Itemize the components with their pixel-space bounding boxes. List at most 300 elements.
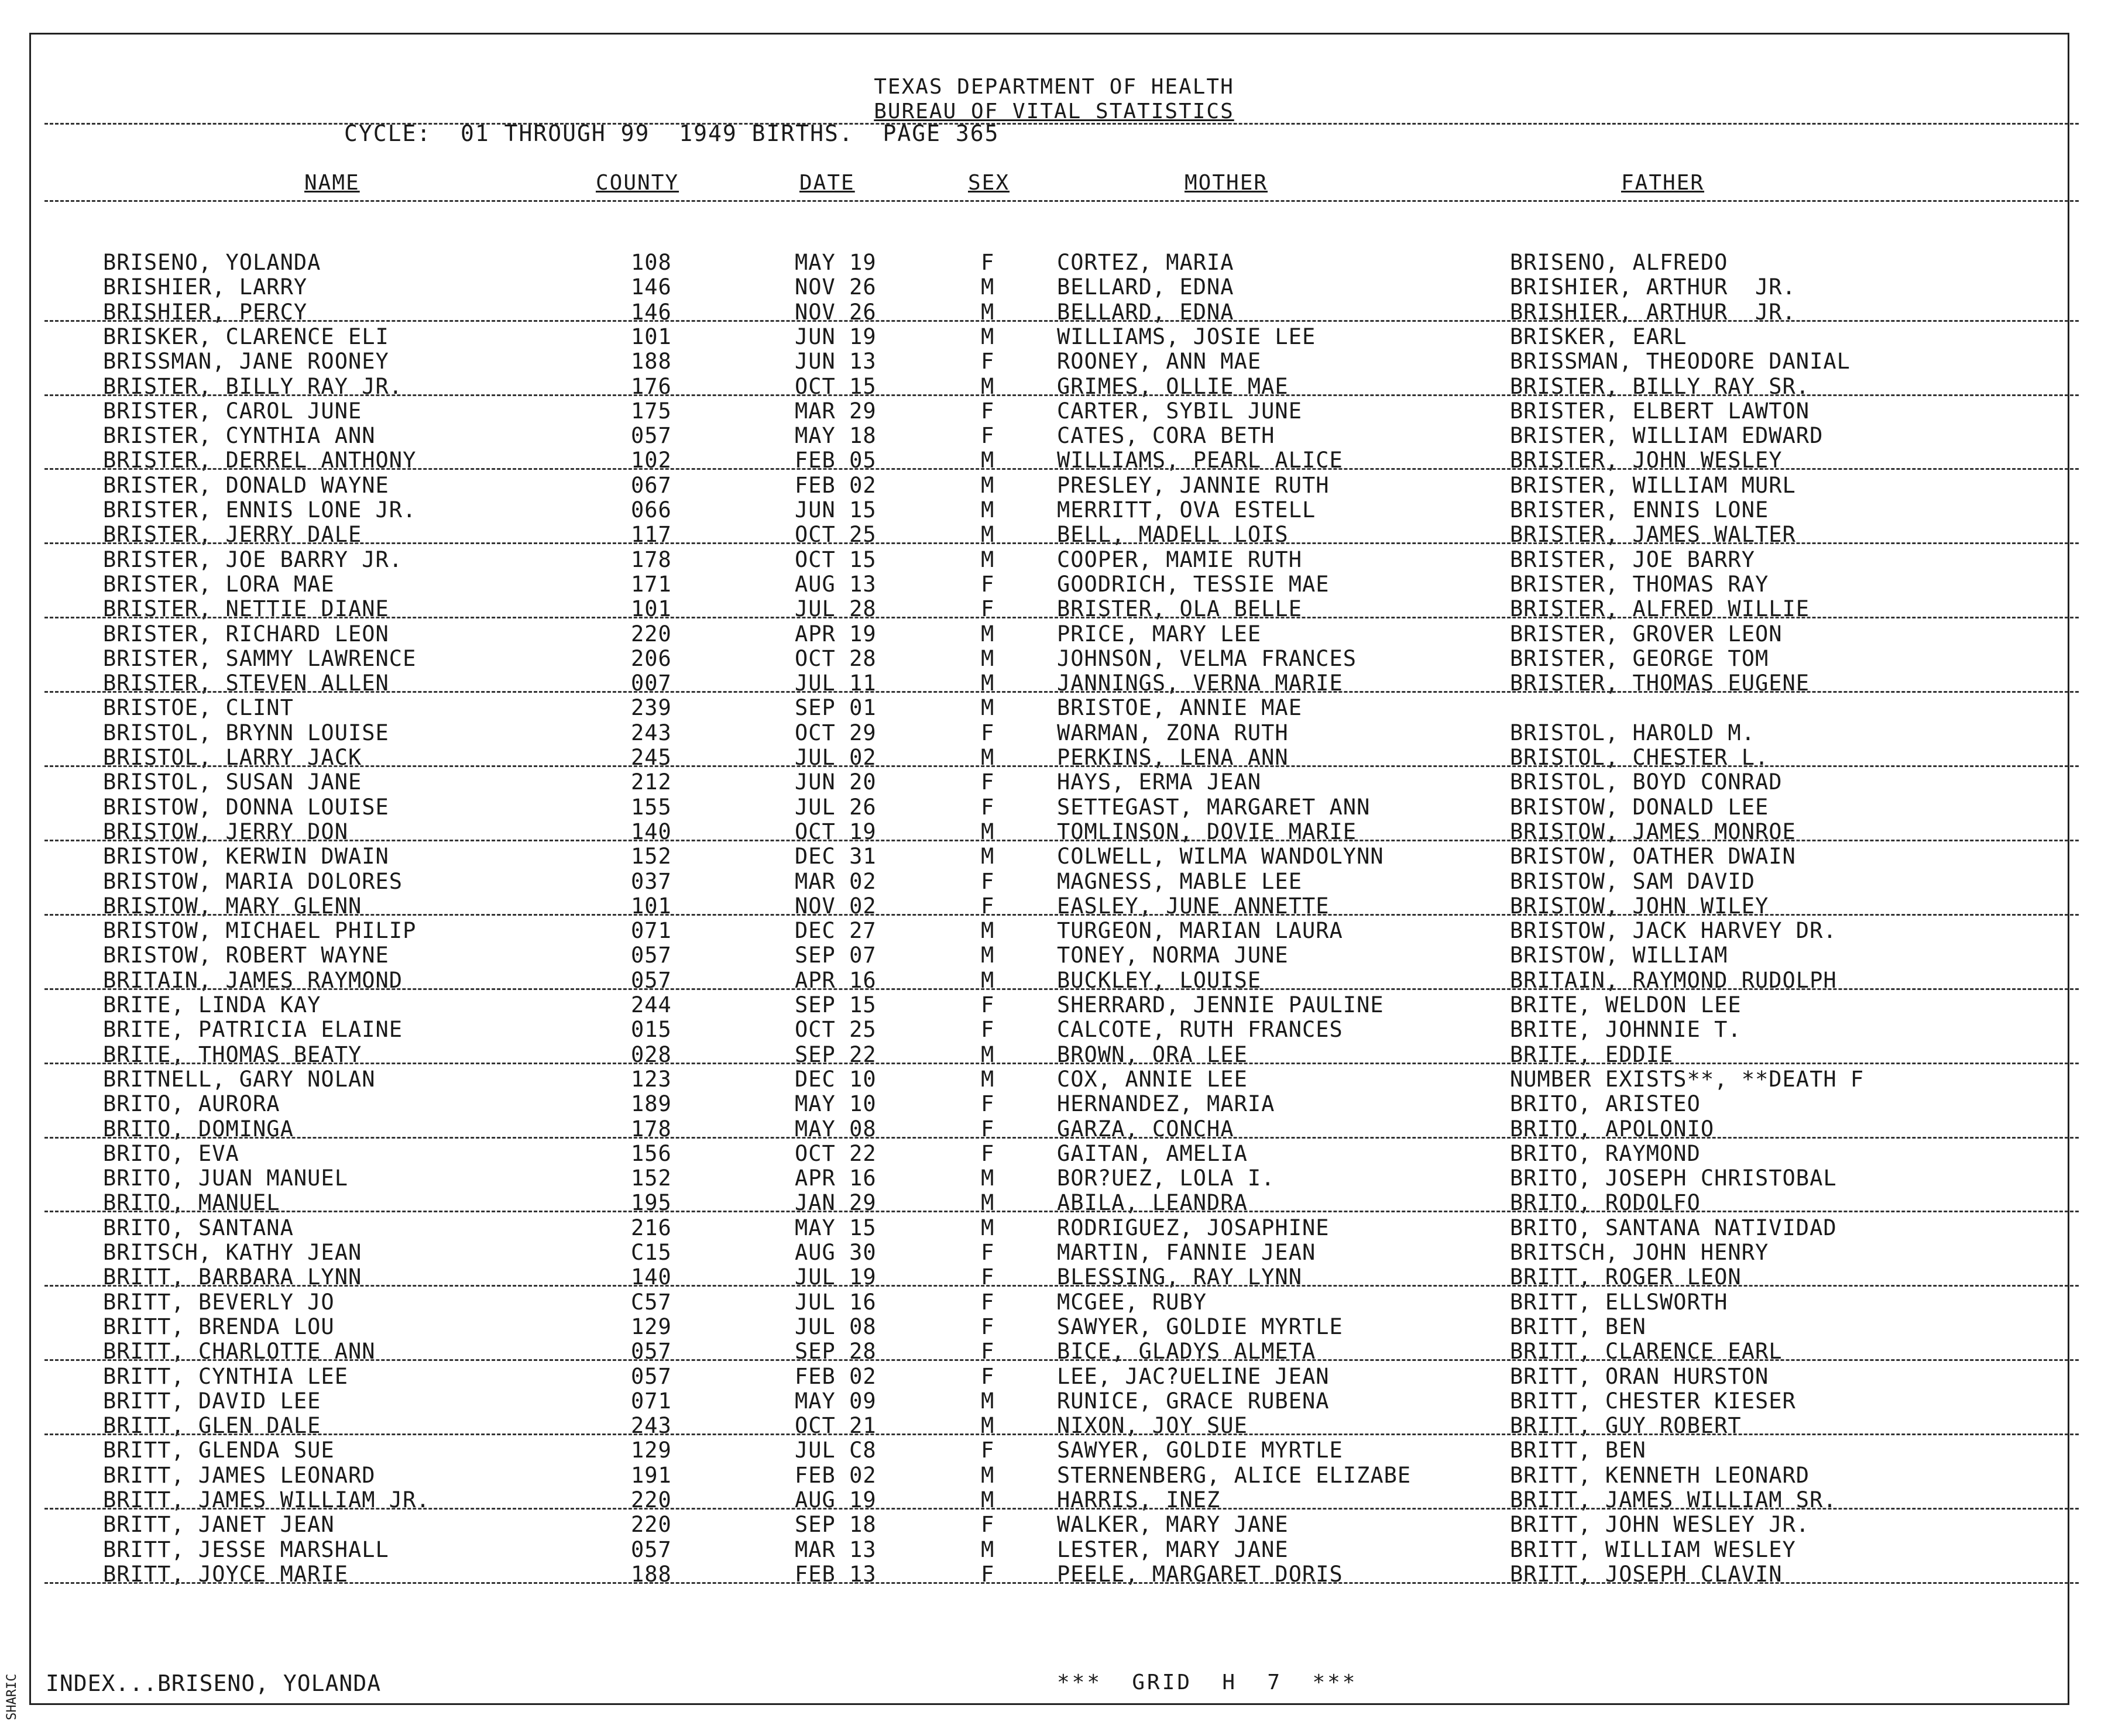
cell-mother: ABILA, LEANDRA <box>1057 1190 1248 1216</box>
cell-mother: GARZA, CONCHA <box>1057 1116 1234 1142</box>
cell-county: 129 <box>631 1438 672 1463</box>
cell-county: 057 <box>631 967 672 993</box>
cell-date: MAY 09 <box>795 1388 877 1414</box>
cell-county: 101 <box>631 596 672 622</box>
cell-father: BRISTOW, WILLIAM <box>1510 943 1728 968</box>
cell-father: BRITT, ROGER LEON <box>1510 1264 1742 1290</box>
cell-county: 175 <box>631 398 672 424</box>
cell-mother: BOR?UEZ, LOLA I. <box>1057 1166 1275 1191</box>
table-row <box>0 943 2108 967</box>
cell-sex: F <box>981 868 995 894</box>
cell-father: BRITAIN, RAYMOND RUDOLPH <box>1510 967 1837 993</box>
cell-county: 206 <box>631 645 672 671</box>
cell-sex: F <box>981 1017 995 1043</box>
cell-county: 066 <box>631 497 672 522</box>
cell-sex: M <box>981 943 995 968</box>
cell-county: 129 <box>631 1314 672 1339</box>
cell-county: 152 <box>631 844 672 869</box>
row-group-rule <box>44 1285 2079 1287</box>
col-mother-header: MOTHER <box>1185 171 1268 195</box>
col-county-header: COUNTY <box>596 171 679 195</box>
cell-sex: F <box>981 398 995 424</box>
col-name-header: NAME <box>304 171 360 195</box>
cell-county: 071 <box>631 1388 672 1414</box>
cell-date: APR 16 <box>795 1166 877 1191</box>
cell-county: 220 <box>631 621 672 647</box>
cell-mother: HERNANDEZ, MARIA <box>1057 1091 1275 1117</box>
cell-county: 156 <box>631 1140 672 1166</box>
header-bureau: BUREAU OF VITAL STATISTICS <box>874 99 1234 123</box>
cell-county: 189 <box>631 1091 672 1117</box>
cell-sex: M <box>981 1215 995 1240</box>
cell-county: 101 <box>631 324 672 349</box>
cell-county: 057 <box>631 1536 672 1562</box>
cell-sex: M <box>981 1536 995 1562</box>
cell-father: BRITO, RODOLFO <box>1510 1190 1701 1216</box>
cell-mother: BRISTER, OLA BELLE <box>1057 596 1302 622</box>
cell-father: BRITT, ELLSWORTH <box>1510 1289 1728 1315</box>
cell-father: BRISTOW, SAM DAVID <box>1510 868 1755 894</box>
cell-father: BRITT, ORAN HURSTON <box>1510 1363 1769 1389</box>
cell-date: APR 16 <box>795 967 877 993</box>
cell-sex: F <box>981 1363 995 1389</box>
table-row <box>0 869 2108 893</box>
cell-name: BRISHIER, PERCY <box>103 299 308 325</box>
table-row <box>0 1017 2108 1041</box>
table-row <box>0 349 2108 373</box>
cell-sex: M <box>981 918 995 944</box>
cell-name: BRITO, EVA <box>103 1140 239 1166</box>
cell-name: BRITT, GLEN DALE <box>103 1413 321 1439</box>
cell-county: 140 <box>631 1264 672 1290</box>
cell-sex: M <box>981 645 995 671</box>
cell-name: BRISSMAN, JANE ROONEY <box>103 349 389 374</box>
cell-father: BRISTER, JOHN WESLEY <box>1510 448 1783 473</box>
cell-sex: M <box>981 967 995 993</box>
cell-date: JUL C8 <box>795 1438 877 1463</box>
cell-mother: BELLARD, EDNA <box>1057 299 1234 325</box>
cell-county: 057 <box>631 1339 672 1364</box>
cell-date: OCT 15 <box>795 546 877 572</box>
table-row <box>0 324 2108 349</box>
cell-date: JUN 13 <box>795 349 877 374</box>
cell-date: SEP 18 <box>795 1512 877 1538</box>
cell-sex: F <box>981 1289 995 1315</box>
cell-father: BRISTER, GEORGE TOM <box>1510 645 1769 671</box>
table-row <box>0 1240 2108 1264</box>
cell-name: BRISTOW, DONNA LOUISE <box>103 794 389 820</box>
cell-name: BRITT, JOYCE MARIE <box>103 1561 348 1587</box>
cell-mother: GAITAN, AMELIA <box>1057 1140 1248 1166</box>
cell-date: JUN 19 <box>795 324 877 349</box>
cell-county: 239 <box>631 695 672 721</box>
cell-county: 037 <box>631 868 672 894</box>
col-sex-header: SEX <box>968 171 1010 195</box>
cell-date: JUN 15 <box>795 497 877 522</box>
cell-name: BRITO, SANTANA <box>103 1215 294 1240</box>
cell-father: BRITT, JOHN WESLEY JR. <box>1510 1512 1810 1538</box>
cell-date: FEB 02 <box>795 1363 877 1389</box>
cell-sex: M <box>981 1041 995 1067</box>
cell-date: SEP 28 <box>795 1339 877 1364</box>
row-group-rule <box>44 988 2079 990</box>
cell-name: BRISTOW, ROBERT WAYNE <box>103 943 389 968</box>
cell-sex: M <box>981 1487 995 1512</box>
cell-father: BRITT, JAMES WILLIAM SR. <box>1510 1487 1837 1512</box>
table-row <box>0 423 2108 448</box>
table-row <box>0 1537 2108 1562</box>
cell-father: BRITT, BEN <box>1510 1438 1646 1463</box>
cell-county: 178 <box>631 546 672 572</box>
table-row <box>0 572 2108 596</box>
cell-mother: MAGNESS, MABLE LEE <box>1057 868 1302 894</box>
cell-mother: RUNICE, GRACE RUBENA <box>1057 1388 1330 1414</box>
cell-date: FEB 13 <box>795 1561 877 1587</box>
table-row <box>0 1091 2108 1116</box>
cell-sex: M <box>981 1190 995 1216</box>
cell-date: MAY 08 <box>795 1116 877 1142</box>
cell-county: 057 <box>631 943 672 968</box>
row-group-rule <box>44 394 2079 396</box>
cell-mother: ROONEY, ANN MAE <box>1057 349 1262 374</box>
cell-mother: HAYS, ERMA JEAN <box>1057 769 1262 795</box>
cell-sex: F <box>981 1140 995 1166</box>
table-row <box>0 1512 2108 1536</box>
table-row <box>0 1166 2108 1190</box>
cell-father: BRISSMAN, THEODORE DANIAL <box>1510 349 1850 374</box>
cell-mother: LEE, JAC?UELINE JEAN <box>1057 1363 1330 1389</box>
cell-mother: CALCOTE, RUTH FRANCES <box>1057 1017 1343 1043</box>
cell-date: MAY 19 <box>795 250 877 275</box>
cell-county: C57 <box>631 1289 672 1315</box>
cell-mother: WILLIAMS, PEARL ALICE <box>1057 448 1343 473</box>
row-group-rule <box>44 468 2079 470</box>
cell-father: BRISTER, ELBERT LAWTON <box>1510 398 1810 424</box>
cell-name: BRITE, THOMAS BEATY <box>103 1041 362 1067</box>
header-department: TEXAS DEPARTMENT OF HEALTH <box>874 75 1234 99</box>
table-row <box>0 250 2108 274</box>
cell-mother: BUCKLEY, LOUISE <box>1057 967 1262 993</box>
cell-county: 212 <box>631 769 672 795</box>
cell-name: BRISTOE, CLINT <box>103 695 294 721</box>
cell-date: JUL 28 <box>795 596 877 622</box>
cell-father: BRISTER, JOE BARRY <box>1510 546 1755 572</box>
cell-father: BRITT, GUY ROBERT <box>1510 1413 1742 1439</box>
cell-mother: BICE, GLADYS ALMETA <box>1057 1339 1316 1364</box>
cell-county: 155 <box>631 794 672 820</box>
column-header-rule <box>44 200 2079 202</box>
cell-sex: F <box>981 1561 995 1587</box>
cell-date: OCT 25 <box>795 1017 877 1043</box>
cell-name: BRISTER, CAROL JUNE <box>103 398 362 424</box>
cell-sex: M <box>981 522 995 548</box>
cell-name: BRITT, GLENDA SUE <box>103 1438 335 1463</box>
table-row <box>0 274 2108 299</box>
cell-mother: MARTIN, FANNIE JEAN <box>1057 1240 1316 1265</box>
table-row <box>0 769 2108 794</box>
cell-father: BRISTOW, DONALD LEE <box>1510 794 1769 820</box>
row-group-rule <box>44 840 2079 841</box>
cell-date: MAR 02 <box>795 868 877 894</box>
cell-sex: F <box>981 1339 995 1364</box>
cell-father: BRITT, JOSEPH CLAVIN <box>1510 1561 1783 1587</box>
cell-mother: TOMLINSON, DOVIE MARIE <box>1057 819 1357 844</box>
cell-date: JUN 20 <box>795 769 877 795</box>
cell-date: JUL 08 <box>795 1314 877 1339</box>
cell-name: BRISTOW, MARY GLENN <box>103 893 362 919</box>
cell-name: BRITT, BEVERLY JO <box>103 1289 335 1315</box>
cell-date: MAY 15 <box>795 1215 877 1240</box>
cell-date: FEB 02 <box>795 1462 877 1488</box>
table-row <box>0 473 2108 497</box>
cell-name: BRISTER, DERREL ANTHONY <box>103 448 417 473</box>
cell-father: BRISTER, ENNIS LONE <box>1510 497 1769 522</box>
table-row <box>0 720 2108 745</box>
table-row <box>0 1438 2108 1462</box>
cell-county: 146 <box>631 274 672 300</box>
cell-name: BRISTOW, MARIA DOLORES <box>103 868 403 894</box>
cell-father: BRITE, EDDIE <box>1510 1041 1674 1067</box>
cell-father: BRISTER, WILLIAM EDWARD <box>1510 423 1824 449</box>
footer-index: INDEX...BRISENO, YOLANDA <box>46 1670 382 1696</box>
cell-father: BRISTOL, BOYD CONRAD <box>1510 769 1783 795</box>
cell-date: DEC 27 <box>795 918 877 944</box>
cell-father: BRISTOL, HAROLD M. <box>1510 720 1755 745</box>
cell-mother: RODRIGUEZ, JOSAPHINE <box>1057 1215 1330 1240</box>
cell-name: BRISTER, SAMMY LAWRENCE <box>103 645 417 671</box>
cell-mother: BELL, MADELL LOIS <box>1057 522 1289 548</box>
cell-name: BRISTER, LORA MAE <box>103 571 335 597</box>
cell-father: BRISTER, WILLIAM MURL <box>1510 472 1796 498</box>
cell-mother: BLESSING, RAY LYNN <box>1057 1264 1302 1290</box>
cell-mother: PRICE, MARY LEE <box>1057 621 1262 647</box>
cell-sex: M <box>981 1066 995 1092</box>
cell-father: BRISTER, GROVER LEON <box>1510 621 1783 647</box>
cell-name: BRITO, DOMINGA <box>103 1116 294 1142</box>
cell-father: BRITO, APOLONIO <box>1510 1116 1715 1142</box>
cell-name: BRITT, BARBARA LYNN <box>103 1264 362 1290</box>
cell-sex: F <box>981 571 995 597</box>
cell-sex: F <box>981 1091 995 1117</box>
cell-sex: M <box>981 1166 995 1191</box>
cell-date: AUG 19 <box>795 1487 877 1512</box>
cell-father: BRISKER, EARL <box>1510 324 1687 349</box>
cell-sex: F <box>981 1314 995 1339</box>
cell-mother: BRISTOE, ANNIE MAE <box>1057 695 1302 721</box>
footer-grid: *** GRID H 7 *** <box>1057 1670 1358 1694</box>
cell-date: OCT 25 <box>795 522 877 548</box>
cell-county: 171 <box>631 571 672 597</box>
cell-date: OCT 15 <box>795 373 877 399</box>
cell-name: BRISTOL, BRYNN LOUISE <box>103 720 389 745</box>
cell-county: 195 <box>631 1190 672 1216</box>
cell-name: BRISTOL, LARRY JACK <box>103 745 362 770</box>
cell-father: BRISTER, JAMES WALTER <box>1510 522 1796 548</box>
cell-county: 102 <box>631 448 672 473</box>
cell-county: 123 <box>631 1066 672 1092</box>
table-row <box>0 1314 2108 1339</box>
cell-date: JUL 16 <box>795 1289 877 1315</box>
row-group-rule <box>44 765 2079 767</box>
cell-mother: PEELE, MARGARET DORIS <box>1057 1561 1343 1587</box>
cell-date: OCT 29 <box>795 720 877 745</box>
cell-sex: M <box>981 1462 995 1488</box>
cell-date: JUL 02 <box>795 745 877 770</box>
cell-date: JAN 29 <box>795 1190 877 1216</box>
cell-date: JUL 11 <box>795 671 877 696</box>
cell-mother: BELLARD, EDNA <box>1057 274 1234 300</box>
cell-name: BRISTOW, JERRY DON <box>103 819 348 844</box>
cell-name: BRISTOW, MICHAEL PHILIP <box>103 918 417 944</box>
cell-sex: F <box>981 794 995 820</box>
row-group-rule <box>44 1137 2079 1139</box>
cell-date: JUL 19 <box>795 1264 877 1290</box>
cell-date: MAR 29 <box>795 398 877 424</box>
table-row <box>0 1215 2108 1240</box>
cell-date: NOV 26 <box>795 299 877 325</box>
row-group-rule <box>44 914 2079 916</box>
side-stamp <box>5 1673 20 1726</box>
cell-father: BRITT, CLARENCE EARL <box>1510 1339 1783 1364</box>
cell-name: BRITSCH, KATHY JEAN <box>103 1240 362 1265</box>
cell-mother: TONEY, NORMA JUNE <box>1057 943 1289 968</box>
cell-mother: GOODRICH, TESSIE MAE <box>1057 571 1330 597</box>
cell-county: 101 <box>631 893 672 919</box>
cell-name: BRISTER, CYNTHIA ANN <box>103 423 376 449</box>
cell-county: 057 <box>631 423 672 449</box>
cell-date: SEP 22 <box>795 1041 877 1067</box>
cell-father: BRISTOW, OATHER DWAIN <box>1510 844 1796 869</box>
row-group-rule <box>44 1508 2079 1510</box>
cell-sex: M <box>981 546 995 572</box>
cell-sex: M <box>981 745 995 770</box>
row-group-rule <box>44 691 2079 693</box>
header-cycle: CYCLE: 01 THROUGH 99 1949 BIRTHS. PAGE 365 <box>344 121 1000 146</box>
cell-name: BRISTER, ENNIS LONE JR. <box>103 497 417 522</box>
cell-name: BRITT, CYNTHIA LEE <box>103 1363 348 1389</box>
cell-name: BRITO, JUAN MANUEL <box>103 1166 348 1191</box>
cell-date: SEP 07 <box>795 943 877 968</box>
cell-father: BRISTER, ALFRED WILLIE <box>1510 596 1810 622</box>
cell-county: C15 <box>631 1240 672 1265</box>
cell-mother: JOHNSON, VELMA FRANCES <box>1057 645 1357 671</box>
cell-sex: M <box>981 695 995 721</box>
cell-sex: F <box>981 1116 995 1142</box>
cell-sex: M <box>981 299 995 325</box>
cell-sex: M <box>981 819 995 844</box>
cell-county: 007 <box>631 671 672 696</box>
cell-county: 178 <box>631 1116 672 1142</box>
cell-county: 152 <box>631 1166 672 1191</box>
cell-date: AUG 30 <box>795 1240 877 1265</box>
cell-name: BRITT, JAMES WILLIAM JR. <box>103 1487 430 1512</box>
cell-name: BRISKER, CLARENCE ELI <box>103 324 389 349</box>
cell-county: 188 <box>631 349 672 374</box>
cell-sex: F <box>981 596 995 622</box>
cell-mother: SETTEGAST, MARGARET ANN <box>1057 794 1371 820</box>
table-row <box>0 547 2108 572</box>
cell-name: BRISTER, NETTIE DIANE <box>103 596 389 622</box>
cell-father: BRISTER, BILLY RAY SR. <box>1510 373 1810 399</box>
cell-date: MAY 18 <box>795 423 877 449</box>
row-group-rule <box>44 320 2079 322</box>
cell-sex: F <box>981 1240 995 1265</box>
cell-sex: F <box>981 893 995 919</box>
cell-name: BRISTER, DONALD WAYNE <box>103 472 389 498</box>
cell-county: 067 <box>631 472 672 498</box>
cell-sex: F <box>981 1512 995 1538</box>
cell-sex: F <box>981 423 995 449</box>
cell-name: BRISTER, BILLY RAY JR. <box>103 373 403 399</box>
cell-county: 220 <box>631 1487 672 1512</box>
cell-sex: F <box>981 992 995 1017</box>
cell-father: BRITE, JOHNNIE T. <box>1510 1017 1742 1043</box>
cell-mother: WALKER, MARY JANE <box>1057 1512 1289 1538</box>
cell-date: MAR 13 <box>795 1536 877 1562</box>
cell-name: BRISENO, YOLANDA <box>103 250 321 275</box>
cell-sex: M <box>981 373 995 399</box>
cell-sex: M <box>981 671 995 696</box>
cell-sex: M <box>981 1388 995 1414</box>
cell-date: FEB 02 <box>795 472 877 498</box>
cell-mother: LESTER, MARY JANE <box>1057 1536 1289 1562</box>
cell-mother: TURGEON, MARIAN LAURA <box>1057 918 1343 944</box>
table-row <box>0 1141 2108 1166</box>
cell-date: OCT 22 <box>795 1140 877 1166</box>
table-row <box>0 1290 2108 1314</box>
cell-mother: MERRITT, OVA ESTELL <box>1057 497 1316 522</box>
cell-county: 245 <box>631 745 672 770</box>
cell-father: BRITT, WILLIAM WESLEY <box>1510 1536 1796 1562</box>
cell-date: OCT 19 <box>795 819 877 844</box>
cell-sex: M <box>981 844 995 869</box>
cell-date: DEC 31 <box>795 844 877 869</box>
cell-name: BRISTER, STEVEN ALLEN <box>103 671 389 696</box>
cell-date: OCT 21 <box>795 1413 877 1439</box>
cell-sex: F <box>981 720 995 745</box>
row-group-rule <box>44 1434 2079 1435</box>
cell-father: BRITT, KENNETH LEONARD <box>1510 1462 1810 1488</box>
cell-mother: CORTEZ, MARIA <box>1057 250 1234 275</box>
cell-mother: STERNENBERG, ALICE ELIZABE <box>1057 1462 1412 1488</box>
cell-father: BRISTOW, JOHN WILEY <box>1510 893 1769 919</box>
cell-sex: F <box>981 349 995 374</box>
cell-mother: SHERRARD, JENNIE PAULINE <box>1057 992 1384 1017</box>
cell-county: 108 <box>631 250 672 275</box>
cell-father: BRITO, JOSEPH CHRISTOBAL <box>1510 1166 1837 1191</box>
cell-sex: M <box>981 621 995 647</box>
row-group-rule <box>44 617 2079 618</box>
cell-father: BRITSCH, JOHN HENRY <box>1510 1240 1769 1265</box>
cell-father: NUMBER EXISTS**, **DEATH F <box>1510 1066 1865 1092</box>
cell-mother: COX, ANNIE LEE <box>1057 1066 1248 1092</box>
cell-sex: F <box>981 1438 995 1463</box>
cell-mother: HARRIS, INEZ <box>1057 1487 1221 1512</box>
col-date-header: DATE <box>799 171 855 195</box>
col-father-header: FATHER <box>1621 171 1705 195</box>
table-row <box>0 918 2108 943</box>
table-row <box>0 992 2108 1017</box>
cell-county: 243 <box>631 1413 672 1439</box>
cell-county: 191 <box>631 1462 672 1488</box>
cell-mother: WILLIAMS, JOSIE LEE <box>1057 324 1316 349</box>
cell-mother: SAWYER, GOLDIE MYRTLE <box>1057 1314 1343 1339</box>
cell-father: BRITO, SANTANA NATIVIDAD <box>1510 1215 1837 1240</box>
table-row <box>0 497 2108 522</box>
cell-name: BRISTOW, KERWIN DWAIN <box>103 844 389 869</box>
cell-father: BRISTER, THOMAS EUGENE <box>1510 671 1810 696</box>
cell-name: BRITNELL, GARY NOLAN <box>103 1066 376 1092</box>
